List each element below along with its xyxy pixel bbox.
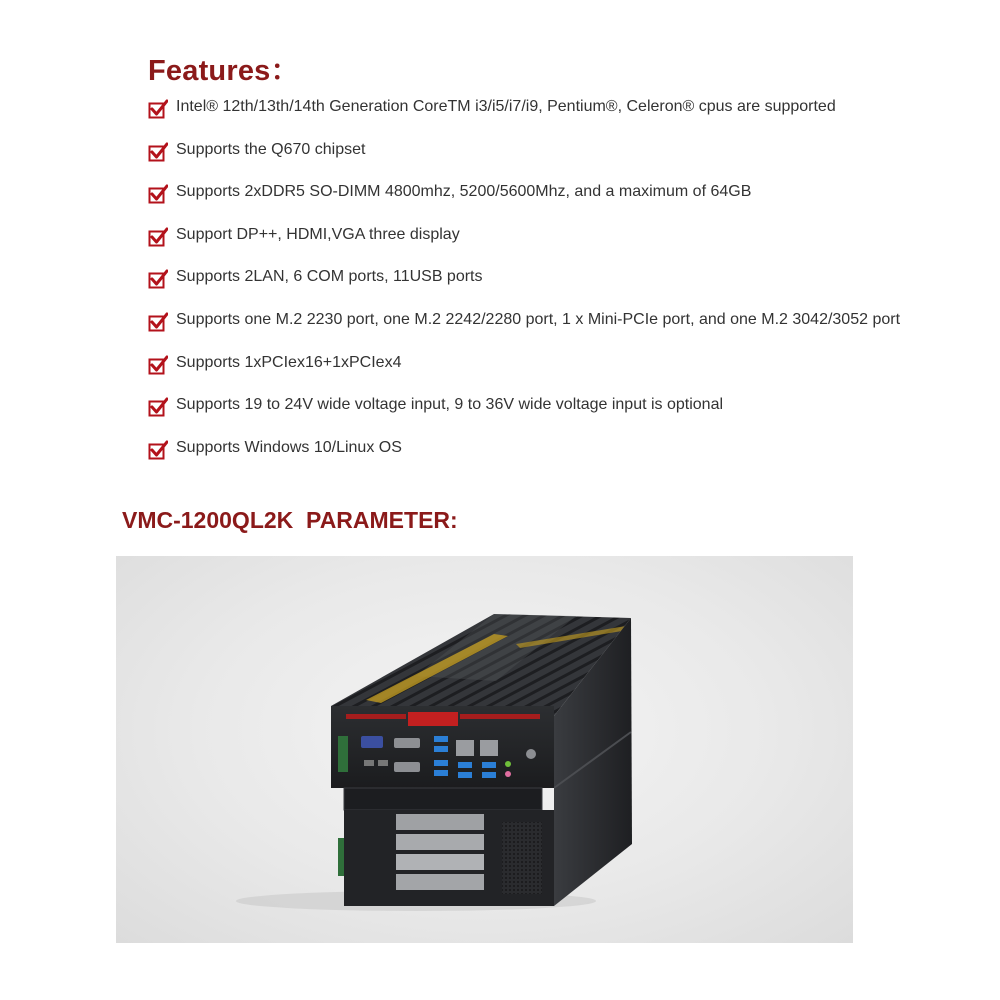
pcie-slot-cover bbox=[396, 834, 484, 850]
feature-text: Supports 1xPCIex16+1xPCIex4 bbox=[176, 353, 402, 371]
checkbox-check-icon bbox=[148, 440, 168, 460]
power-terminal bbox=[338, 736, 348, 772]
usb-port bbox=[434, 746, 448, 752]
usb-port bbox=[434, 760, 448, 766]
checkbox-check-icon bbox=[148, 227, 168, 247]
feature-item bbox=[148, 309, 900, 352]
feature-text: Supports Windows 10/Linux OS bbox=[176, 438, 402, 456]
feature-item bbox=[148, 437, 900, 480]
vga-port bbox=[361, 736, 383, 748]
feature-text: Supports 2LAN, 6 COM ports, 11USB ports bbox=[176, 268, 483, 286]
dp-port bbox=[378, 760, 388, 766]
antenna-connector bbox=[526, 749, 536, 759]
parameter-title: VMC-1200QL2K PARAMETER: bbox=[122, 507, 458, 533]
feature-text: Supports 2xDDR5 SO-DIMM 4800mhz, 5200/5600Mhz, and a maximum of 64GB bbox=[176, 183, 752, 201]
product-photo bbox=[116, 556, 853, 943]
front-red-stripe bbox=[346, 714, 406, 719]
audio-jack bbox=[505, 761, 511, 767]
usb-port bbox=[482, 762, 496, 768]
checkbox-check-icon bbox=[148, 397, 168, 417]
checkbox-check-icon bbox=[148, 355, 168, 375]
lan-port bbox=[480, 740, 498, 756]
feature-item bbox=[148, 96, 900, 139]
feature-text: Support DP++, HDMI,VGA three display bbox=[176, 225, 460, 243]
feature-item bbox=[148, 352, 900, 395]
pcie-slot-cover bbox=[396, 814, 484, 830]
vent-mesh bbox=[502, 822, 542, 894]
industrial-pc-illustration bbox=[116, 556, 853, 943]
checkbox-check-icon bbox=[148, 269, 168, 289]
feature-item bbox=[148, 139, 900, 182]
front-red-stripe bbox=[460, 714, 540, 719]
pcie-slot-cover bbox=[396, 874, 484, 890]
checkbox-check-icon bbox=[148, 142, 168, 162]
feature-item bbox=[148, 394, 900, 437]
feature-text: Intel® 12th/13th/14th Generation CoreTM i3/i5/i7/i9, Pentium®, Celeron® cpus are supported bbox=[176, 98, 836, 115]
lan-port bbox=[456, 740, 474, 756]
usb-port bbox=[482, 772, 496, 778]
com-port bbox=[394, 762, 420, 772]
features-title: Features： bbox=[148, 55, 300, 87]
feature-text: Supports the Q670 chipset bbox=[176, 140, 366, 158]
feature-item bbox=[148, 266, 900, 309]
pcie-slot-cover bbox=[396, 854, 484, 870]
hdmi-port bbox=[364, 760, 374, 766]
feature-text: Supports one M.2 2230 port, one M.2 2242/2280 port, 1 x Mini-PCIe port, and one M.2 3042/3052 port bbox=[176, 310, 901, 328]
feature-item bbox=[148, 181, 900, 224]
usb-port bbox=[434, 770, 448, 776]
audio-jack bbox=[505, 771, 511, 777]
checkbox-check-icon bbox=[148, 312, 168, 332]
usb-port bbox=[434, 736, 448, 742]
checkbox-check-icon bbox=[148, 184, 168, 204]
feature-text: Supports 19 to 24V wide voltage input, 9 to 36V wide voltage input is optional bbox=[176, 396, 724, 414]
feature-list bbox=[148, 96, 900, 479]
brand-label bbox=[408, 712, 458, 726]
expansion-bay-cover bbox=[344, 788, 542, 810]
usb-port bbox=[458, 772, 472, 778]
feature-item bbox=[148, 224, 900, 267]
checkbox-check-icon bbox=[148, 99, 168, 119]
usb-port bbox=[458, 762, 472, 768]
com-port bbox=[394, 738, 420, 748]
